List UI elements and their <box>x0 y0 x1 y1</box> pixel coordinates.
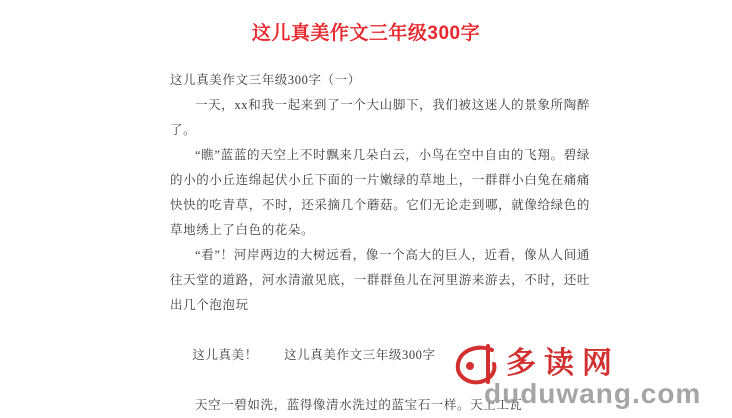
spacer <box>258 348 284 362</box>
page-title: 这儿真美作文三年级300字 <box>251 23 481 44</box>
article-subheading: 这儿真美作文三年级300字（一） <box>170 73 361 87</box>
paragraph-2: “瞧”蓝蓝的天空上不时飘来几朵白云，小鸟在空中自由的飞翔。碧绿的小的小丘连绵起伏小丘下面的一片嫩绿的草地上，一群群小白兔在痛痛快快的吃青草，不时，还采摘几个蘑菇。它们无论走到哪，就像给绿色的草地绣上了白色的花朵。 <box>170 148 590 237</box>
watermark-cn-text: 多读网 <box>506 347 620 380</box>
paragraph-4 <box>170 318 590 393</box>
paragraph-5: 天空一碧如洗，蓝得像清水洗过的蓝宝石一样。天上工瓦 <box>195 398 523 412</box>
paragraph-1: 一天，xx和我一起来到了一个大山脚下，我们被这迷人的景象所陶醉了。 <box>170 98 590 137</box>
article-body <box>170 68 590 418</box>
article-subheading-2: 这儿真美作文三年级300字 <box>284 348 436 362</box>
closing-line: 这儿真美！ <box>192 348 258 362</box>
paragraph-3: “看”！河岸两边的大树远看，像一个高大的巨人，近看，像从人间通往天堂的道路，河水清澈见底，一群群鱼儿在河里游来游去，不时，还吐出几个泡泡玩 <box>170 248 590 312</box>
watermark-en-text: duduwang.com <box>484 378 702 409</box>
